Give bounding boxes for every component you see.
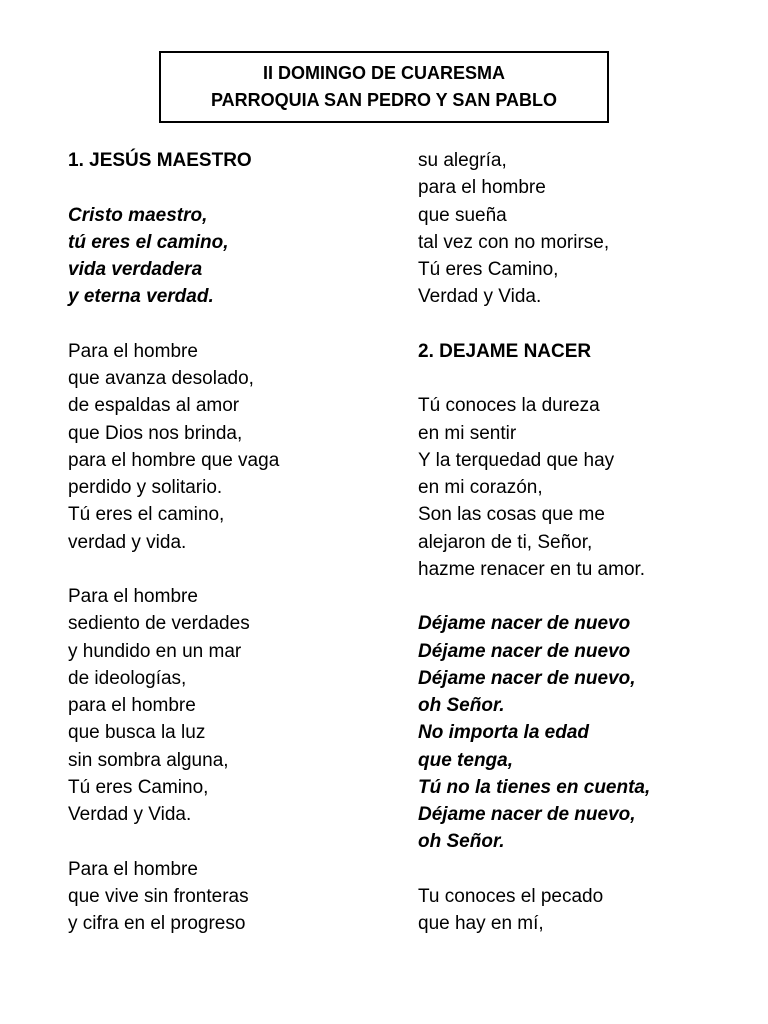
verse-line: que avanza desolado, [68,368,254,389]
title-line-1: II DOMINGO DE CUARESMA [262,63,505,83]
verse-line: Para el hombre [68,586,198,607]
stanza-gap [418,311,748,338]
verse-line: de espaldas al amor [68,395,240,417]
verse-line: en mi corazón, [418,477,543,498]
verse-line: y cifra en el progreso [68,913,246,934]
verse-line: Y la terquedad que hay [418,449,615,471]
stanza-gap [68,556,398,583]
chorus-line: tú eres el camino, [68,231,229,253]
verse-line: alejaron de ti, Señor, [418,531,593,553]
chorus-line: Tú no la tienes en cuenta, [418,776,651,798]
right-column [418,147,748,937]
stanza-gap [68,828,398,855]
verse-line: tal vez con no morirse, [418,231,610,253]
verse-line: Para el hombre [68,340,198,362]
chorus-line: oh Señor. [418,695,505,716]
verse-line: Tu conoces el pecado [418,885,604,907]
stanza-gap [68,174,398,201]
chorus-line: que tenga, [418,749,514,771]
verse-line: Para el hombre [68,858,198,880]
chorus-line: vida verdadera [68,259,203,280]
verse-line: en mi sentir [418,422,517,444]
title-line-2: PARROQUIA SAN PEDRO Y SAN PABLO [210,90,558,110]
chorus-line: Déjame nacer de nuevo [418,613,631,635]
chorus-line: Déjame nacer de nuevo, [418,804,636,825]
stanza-gap [418,583,748,610]
verse-line: su alegría, [418,150,507,171]
verse-line: que busca la luz [68,722,206,744]
verse-line: Verdad y Vida. [68,804,192,825]
chorus-line: oh Señor. [418,831,505,853]
verse-line: para el hombre [68,695,196,716]
title-box [159,51,609,123]
verse-line: Son las cosas que me [418,504,605,526]
verse-line: que sueña [418,204,507,226]
verse-line: verdad y vida. [68,531,187,553]
verse-line: hazme renacer en tu amor. [418,558,646,580]
verse-line: Tú eres el camino, [68,504,225,526]
verse-line: que vive sin fronteras [68,885,249,907]
chorus-line: Déjame nacer de nuevo [418,640,631,662]
song-heading: 2. DEJAME NACER [418,340,592,362]
verse-line: Tú conoces la dureza [418,395,600,417]
verse-line: para el hombre que vaga [68,449,280,471]
verse-line: Verdad y Vida. [418,286,542,308]
chorus-line: No importa la edad [418,722,590,744]
verse-line: para el hombre [418,177,546,199]
verse-line: perdido y solitario. [68,477,223,498]
chorus-line: Déjame nacer de nuevo, [418,667,636,689]
verse-line: sin sombra alguna, [68,749,229,771]
stanza-gap [418,365,748,392]
verse-line: Tú eres Camino, [68,776,209,798]
verse-line: sediento de verdades [68,613,250,635]
verse-line: que Dios nos brinda, [68,422,243,444]
verse-line: que hay en mí, [418,913,544,934]
verse-line: de ideologías, [68,667,187,689]
verse-line: Tú eres Camino, [418,259,559,280]
stanza-gap [68,311,398,338]
left-column [68,147,398,937]
stanza-gap [418,856,748,883]
chorus-line: y eterna verdad. [68,286,214,308]
chorus-line: Cristo maestro, [68,204,208,226]
song-heading: 1. JESÚS MAESTRO [68,150,252,171]
verse-line: y hundido en un mar [68,640,242,662]
